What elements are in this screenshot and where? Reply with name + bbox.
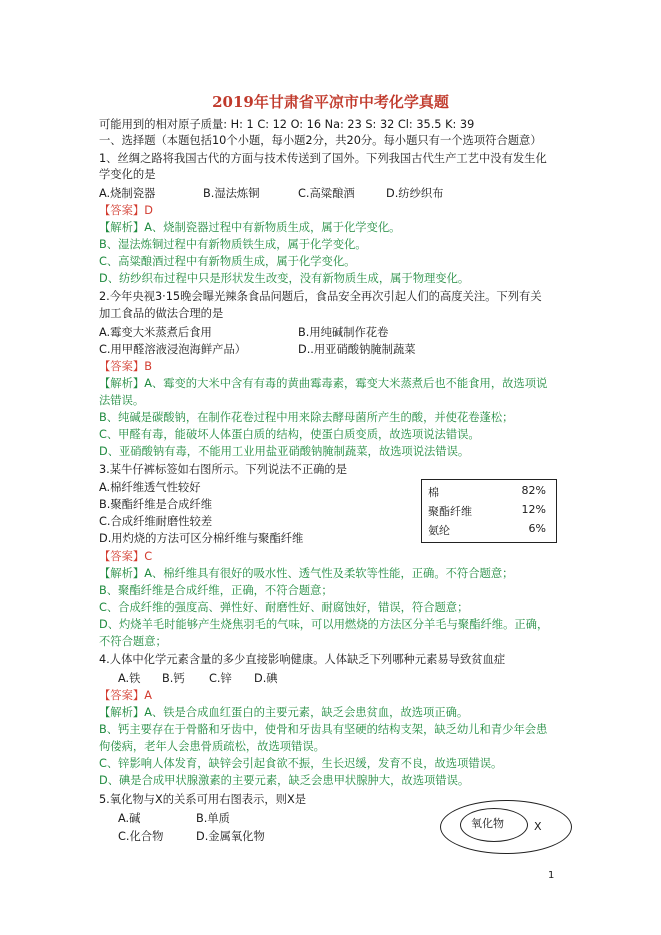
q4-analysis-line: 佝偻病，老年人会患骨质疏松，故选项错误。 <box>99 740 325 753</box>
q2-stem-line2: 加工食品的做法合理的是 <box>99 307 224 320</box>
set-diagram-outer-label: X <box>534 820 542 833</box>
q2-answer: 【答案】B <box>99 360 152 373</box>
q5-stem: 5.氧化物与X的关系可用右图表示，则X是 <box>99 793 307 806</box>
q4-stem: 4.人体中化学元素含量的多少直接影响健康。人体缺乏下列哪种元素易导致贫血症 <box>99 653 506 666</box>
q1-option-c: C.高粱酿酒 <box>298 187 355 200</box>
q1-analysis-line: C、高粱酿酒过程中有新物质生成，属于化学变化。 <box>99 255 356 268</box>
fiber-name: 聚酯纤维 <box>428 505 472 518</box>
q2-analysis-line: 【解析】A、霉变的大米中含有有毒的黄曲霉毒素，霉变大米蒸煮后也不能食用，故选项说 <box>99 377 548 390</box>
q1-option-b: B.湿法炼铜 <box>203 187 260 200</box>
fiber-percent: 6% <box>528 522 546 535</box>
q5-option-a: A.碱 <box>118 812 141 825</box>
q5-option-b: B.单质 <box>196 812 230 825</box>
q3-option-c: C.合成纤维耐磨性较差 <box>99 515 213 528</box>
q4-analysis-line: 【解析】A、铁是合成血红蛋白的主要元素，缺乏会患贫血，故选项正确。 <box>99 706 469 719</box>
atomic-masses: 可能用到的相对原子质量: H: 1 C: 12 O: 16 Na: 23 S: 32 Cl: 35.5 K: 39 <box>99 118 475 131</box>
q2-option-a: A.霉变大米蒸煮后食用 <box>99 326 212 339</box>
q1-analysis-line: D、纺纱织布过程中只是形状发生改变，没有新物质生成，属于物理变化。 <box>99 272 470 285</box>
q3-analysis-line: 不符合题意； <box>99 635 167 648</box>
q4-analysis-line: C、锌影响人体发育，缺锌会引起食欲不振，生长迟缓，发育不良，故选项错误。 <box>99 757 503 770</box>
q1-stem-line2: 学变化的是 <box>99 168 156 181</box>
q4-option-d: D.碘 <box>254 672 278 685</box>
q2-option-d: D..用亚硝酸钠腌制蔬菜 <box>298 343 416 356</box>
q4-option-b: B.钙 <box>162 672 185 685</box>
q2-option-b: B.用纯碱制作花卷 <box>298 326 389 339</box>
q5-option-c: C.化合物 <box>118 830 164 843</box>
q3-stem: 3.某牛仔裤标签如右图所示。下列说法不正确的是 <box>99 463 348 476</box>
page-title: 2019年甘肃省平凉市中考化学真题 <box>212 93 449 111</box>
fiber-name: 氨纶 <box>428 524 450 537</box>
q1-analysis-line: B、湿法炼铜过程中有新物质铁生成，属于化学变化。 <box>99 238 367 251</box>
q3-analysis-line: C、合成纤维的强度高、弹性好、耐磨性好、耐腐蚀好，错误，符合题意； <box>99 601 469 614</box>
q4-analysis-line: D、碘是合成甲状腺激素的主要元素，缺乏会患甲状腺肿大，故选项错误。 <box>99 774 470 787</box>
set-diagram-inner-label: 氧化物 <box>471 817 504 830</box>
q3-analysis-line: 【解析】A、棉纤维具有很好的吸水性、透气性及柔软等性能，正确。不符合题意； <box>99 567 514 580</box>
q2-analysis-line: B、纯碱是碳酸钠，在制作花卷过程中用来除去酵母菌所产生的酸，并使花卷蓬松； <box>99 411 514 424</box>
q2-option-c: C.用甲醛溶液浸泡海鲜产品） <box>99 343 247 356</box>
q3-analysis-line: B、聚酯纤维是合成纤维，正确，不符合题意； <box>99 584 333 597</box>
q1-stem-line1: 1、丝绸之路将我国古代的方面与技术传送到了国外。下列我国古代生产工艺中没有发生化 <box>99 152 547 165</box>
q5-option-d: D.金属氧化物 <box>196 830 265 843</box>
section-heading: 一、选择题（本题包括10个小题，每小题2分，共20分。每小题只有一个选项符合题意） <box>99 134 542 147</box>
q1-option-a: A.烧制瓷器 <box>99 187 156 200</box>
q3-analysis-line: D、灼烧羊毛时能够产生烧焦羽毛的气味，可以用燃烧的方法区分羊毛与聚酯纤维。正确， <box>99 618 549 631</box>
q4-option-c: C.锌 <box>209 672 232 685</box>
q3-option-b: B.聚酯纤维是合成纤维 <box>99 498 213 511</box>
q2-analysis-line: 法错误。 <box>99 394 145 407</box>
q4-answer: 【答案】A <box>99 689 152 702</box>
fiber-percent: 12% <box>521 503 546 516</box>
q2-stem-line1: 2.今年央视3·15晚会曝光辣条食品问题后，食品安全再次引起人们的高度关注。下列有关 <box>99 290 542 303</box>
q3-option-d: D.用灼烧的方法可区分棉纤维与聚酯纤维 <box>99 532 304 545</box>
q2-analysis-line: D、亚硝酸钠有毒，不能用工业用盐亚硝酸钠腌制蔬菜，故选项说法错误。 <box>99 445 470 458</box>
q2-analysis-line: C、甲醛有毒，能破坏人体蛋白质的结构，使蛋白质变质，故选项说法错误。 <box>99 428 480 441</box>
fiber-name: 棉 <box>428 486 439 499</box>
q4-analysis-line: B、钙主要存在于骨骼和牙齿中，使骨和牙齿具有坚硬的结构支架，缺乏幼儿和青少年会患 <box>99 723 548 736</box>
q4-option-a: A.铁 <box>118 672 141 685</box>
fiber-percent: 82% <box>521 484 546 497</box>
q3-option-a: A.棉纤维透气性较好 <box>99 481 201 494</box>
q1-option-d: D.纺纱织布 <box>386 187 444 200</box>
q1-answer: 【答案】D <box>99 204 153 217</box>
fabric-label-table <box>421 479 557 543</box>
q1-analysis-line: 【解析】A、烧制瓷器过程中有新物质生成，属于化学变化。 <box>99 221 401 234</box>
q3-answer: 【答案】C <box>99 550 153 563</box>
page-number: 1 <box>548 870 555 881</box>
